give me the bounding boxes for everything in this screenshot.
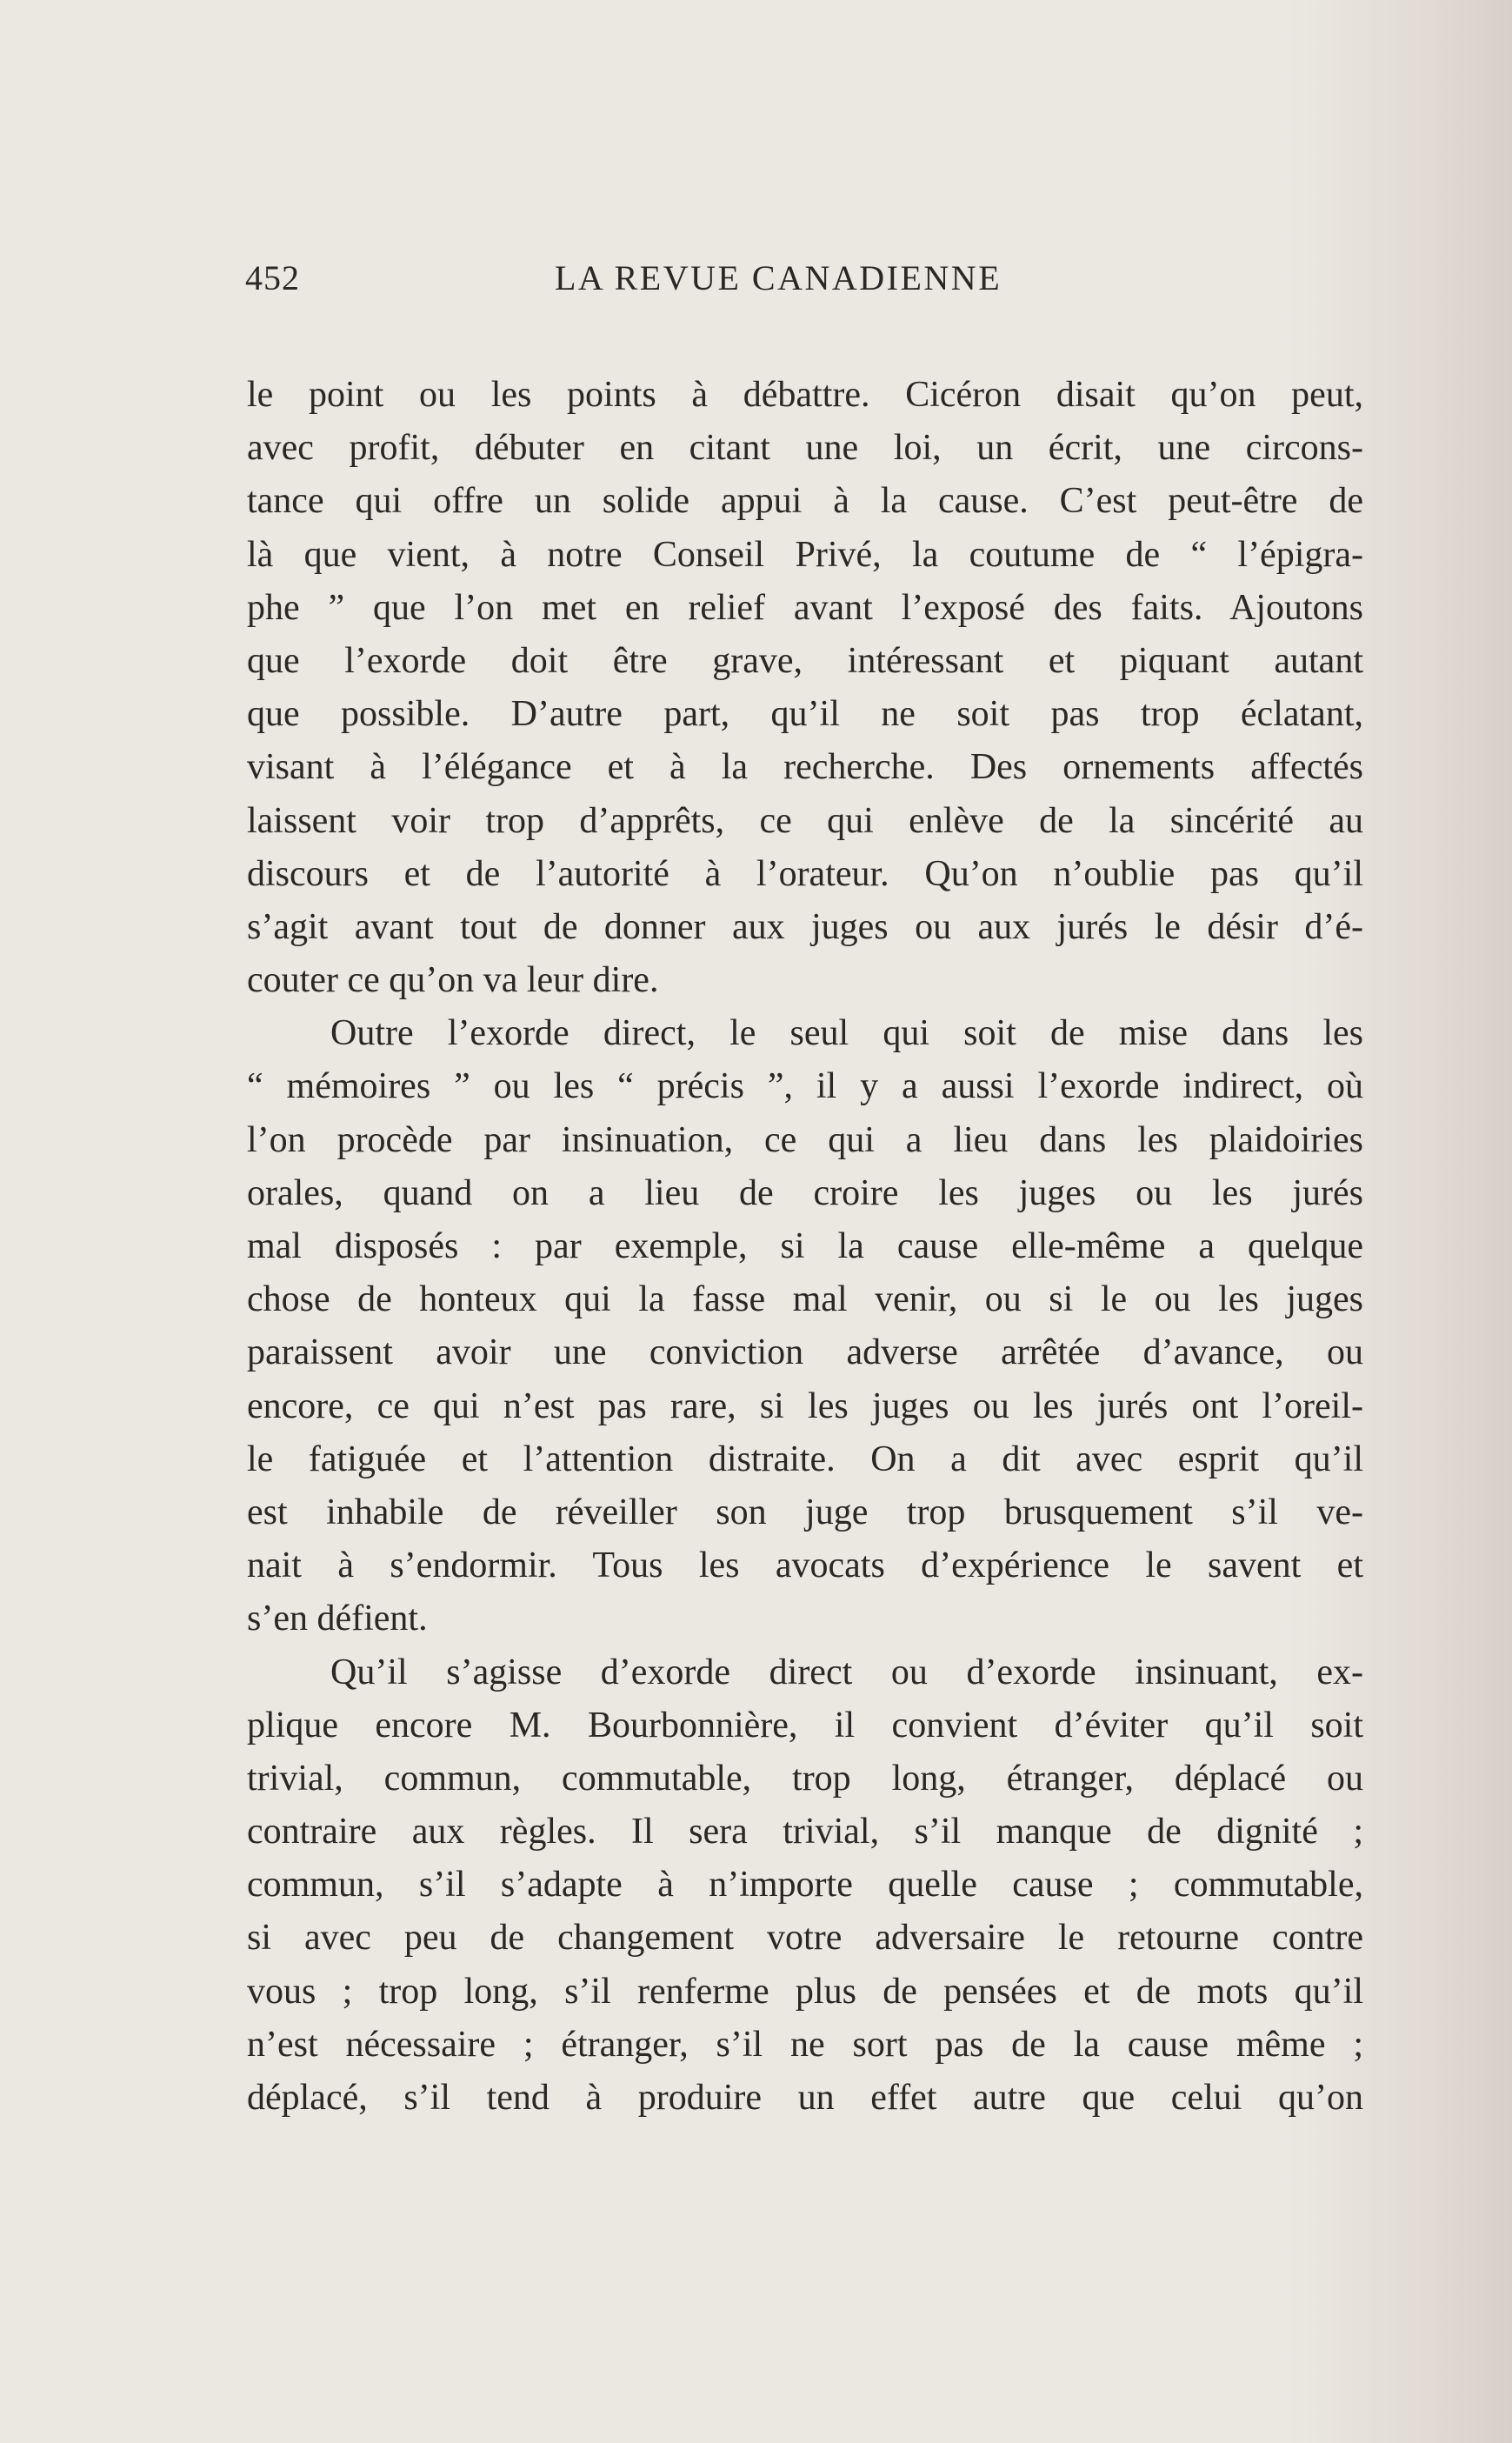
text-line: discours et de l’autorité à l’orateur. Qu’on n’oublie pas qu’il (247, 853, 1363, 894)
text-line: laissent voir trop d’apprêts, ce qui enlève de la sincérité au (247, 800, 1363, 841)
text-line: s’en défient. (247, 1599, 428, 1639)
text-line: que l’exorde doit être grave, intéressant et piquant autant (247, 640, 1363, 681)
text-line: orales, quand on a lieu de croire les juges ou les jurés (247, 1172, 1363, 1213)
text-line: l’on procède par insinuation, ce qui a lieu dans les plaidoiries (247, 1119, 1363, 1160)
text-line: déplacé, s’il tend à produire un effet autre que celui qu’on (247, 2078, 1363, 2118)
text-line: le point ou les points à débattre. Cicéron disait qu’on peut, (247, 375, 1363, 415)
text-line: couter ce qu’on va leur dire. (247, 960, 659, 1001)
text-line: chose de honteux qui la fasse mal venir, ou si le ou les juges (247, 1279, 1363, 1320)
text-line: commun, s’il s’adapte à n’importe quelle cause ; commutable, (247, 1865, 1363, 1906)
text-line: avec profit, débuter en citant une loi, un écrit, une circons- (247, 428, 1363, 469)
text-line: paraissent avoir une conviction adverse arrêtée d’avance, ou (247, 1332, 1363, 1373)
text-line: phe ” que l’on met en relief avant l’exposé des faits. Ajoutons (247, 587, 1363, 628)
page-number: 452 (245, 258, 300, 297)
text-line: si avec peu de changement votre adversaire le retourne contre (247, 1918, 1363, 1959)
text-line: tance qui offre un solide appui à la cause. C’est peut-être de (247, 481, 1363, 522)
journal-title: LA REVUE CANADIENNE (555, 258, 1002, 297)
text-line: le fatiguée et l’attention distraite. On a dit avec esprit qu’il (247, 1438, 1363, 1479)
text-line: nait à s’endormir. Tous les avocats d’expérience le savent et (247, 1545, 1363, 1586)
text-line: trivial, commun, commutable, trop long, étranger, déplacé ou (247, 1758, 1363, 1799)
text-line: que possible. D’autre part, qu’il ne soit pas trop éclatant, (247, 694, 1363, 735)
text-line: Qu’il s’agisse d’exorde direct ou d’exorde insinuant, ex- (330, 1652, 1363, 1692)
text-line: s’agit avant tout de donner aux juges ou aux jurés le désir d’é- (247, 906, 1363, 947)
text-line: Outre l’exorde direct, le seul qui soit de mise dans les (330, 1013, 1363, 1054)
running-head (245, 257, 1365, 310)
text-line: n’est nécessaire ; étranger, s’il ne sort pas de la cause même ; (247, 2024, 1363, 2065)
text-line: “ mémoires ” ou les “ précis ”, il y a aussi l’exorde indirect, où (247, 1066, 1363, 1107)
text-line: mal disposés : par exemple, si la cause elle-même a quelque (247, 1226, 1363, 1266)
body-text (247, 369, 1363, 2125)
text-line: là que vient, à notre Conseil Privé, la coutume de “ l’épigra- (247, 534, 1363, 575)
text-line: plique encore M. Bourbonnière, il convient d’éviter qu’il soit (247, 1705, 1363, 1745)
text-line: visant à l’élégance et à la recherche. Des ornements affectés (247, 747, 1363, 788)
text-line: est inhabile de réveiller son juge trop brusquement s’il ve- (247, 1492, 1363, 1532)
text-line: vous ; trop long, s’il renferme plus de pensées et de mots qu’il (247, 1971, 1363, 2012)
text-line: contraire aux règles. Il sera trivial, s’il manque de dignité ; (247, 1812, 1363, 1852)
text-line: encore, ce qui n’est pas rare, si les juges ou les jurés ont l’oreil- (247, 1385, 1363, 1426)
